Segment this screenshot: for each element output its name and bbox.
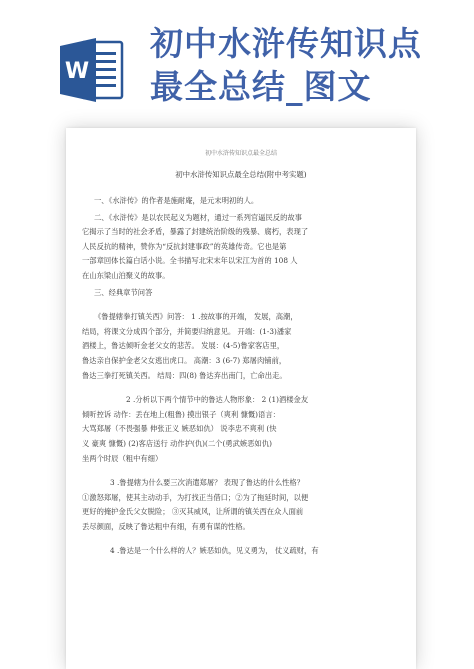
text-line: 义 豪爽 慷慨) (2)客店送行 动作护(仇)(二个(勇武嫉恶如仇) <box>82 438 272 448</box>
header-banner <box>0 0 474 120</box>
paragraph-question-1 <box>82 310 400 383</box>
running-header: 初中水浒传知识点最全总结 <box>204 150 277 157</box>
text-line: 二、《水浒传》是以农民起义为题材，通过一系列官逼民反的故事 <box>94 212 302 222</box>
text-line: 《鲁提辖拳打镇关西》问答： 1 .按故事的开端， 发展，高潮， <box>94 312 298 322</box>
text-line: 鲁达亲自保护金老父女逃出虎口。 高潮：3 (6-7) 郑屠肉铺前， <box>82 355 287 365</box>
document-preview <box>66 128 416 669</box>
document-body <box>82 142 400 561</box>
page-title-line-2: 最全总结_图文 <box>150 67 372 106</box>
text-line: 在山东梁山泊聚义的故事。 <box>82 270 170 280</box>
page-title <box>150 22 460 108</box>
text-line: ①激怒郑屠，使其主动动手，为打找正当借口；②为了拖延时间，以便 <box>82 492 309 502</box>
text-line: 人民反抗的精神，赞你为“反抗封建事政”的英雄传奇。它也是第 <box>82 241 287 251</box>
text-line: 鲁达三拳打死镇关西。 结局：四(8) 鲁达弃出南门，亡命出走。 <box>82 370 287 380</box>
paragraph-theme <box>82 211 400 284</box>
text-line: 更好的掩护金氏父女脱险； ③灭其威风，让所谓的镇关西在众人面前 <box>82 507 304 517</box>
paragraph-question-3 <box>82 476 400 534</box>
svg-text:W: W <box>64 59 90 84</box>
text-line: 三、经典章节问答 <box>94 287 153 297</box>
text-line: 酒楼上，鲁达倾听金老父女的悲苦。 发展：(4-5)鲁家客店里， <box>82 341 285 351</box>
text-line: 它揭示了当时的社会矛盾，暴露了封建统治阶级的残暴、腐朽，表现了 <box>82 227 309 237</box>
paragraph-question-4 <box>82 544 400 559</box>
text-line: 大骂郑屠（不畏强暴 伸张正义 嫉恶如仇） 说李忠不爽利 (快 <box>82 424 277 434</box>
text-line: 4 .鲁达是一个什么样的人？嫉恶如仇，见义勇为， 仗义疏财，有 <box>110 546 319 556</box>
section-heading <box>82 286 400 301</box>
word-doc-icon <box>60 34 124 106</box>
text-line: 一部章回体长篇白话小说。全书描写北宋末年以宋江为首的 108 人 <box>82 256 298 266</box>
text-line: 2 .分析以下两个情节中的鲁达人物形象： 2 (1)酒楼金友 <box>126 395 309 405</box>
paragraph-question-2 <box>82 393 400 466</box>
paragraph-author <box>82 194 400 209</box>
page-title-line-1: 初中水浒传知识点 <box>150 24 422 63</box>
text-line: 3 .鲁提辖为什么要三次消遣郑屠？ 表现了鲁达的什么性格？ <box>110 478 305 488</box>
text-line: 坐两个时辰（粗中有细） <box>82 453 163 463</box>
text-line: 倾听控诉 动作：丢在地上(粗鲁) 摸出银子（爽利 慷慨)语言： <box>82 409 280 419</box>
text-line: 丢尽颜面，反映了鲁达粗中有细，有勇有谋的性格。 <box>82 521 250 531</box>
text-line: 一、《水浒传》的作者是施耐庵，是元末明初的人。 <box>94 196 259 205</box>
text-line: 结局，将课文分成四个部分，并简要归纳意见。 开端：(1-3)潘家 <box>82 326 292 336</box>
document-title: 初中水浒传知识点最全总结(附中考实题) <box>175 170 307 179</box>
